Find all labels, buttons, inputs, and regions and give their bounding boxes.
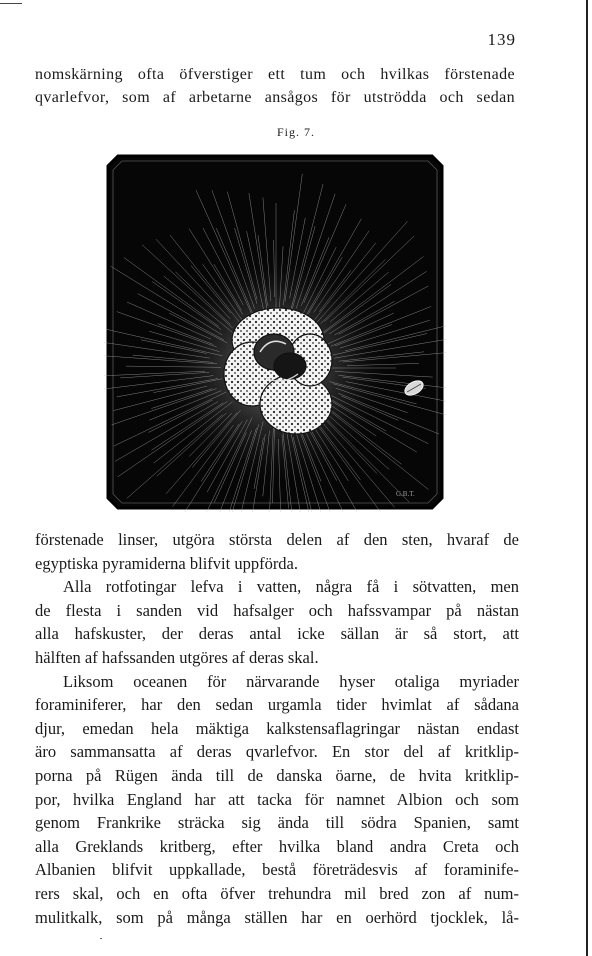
foraminifera-illustration: [104, 152, 446, 512]
text-line: por, hvilka England har att tacka för namnet Albion och som: [35, 789, 519, 809]
text-line: genom Frankrike sträcka sig ända till södra Spanien, samt: [35, 813, 519, 833]
text-line: hälften af hafssanden utgöres af deras skal.: [35, 647, 319, 667]
text-line: äro sammansatta af deras qvarlefvor. En stor del af kritklip-: [35, 742, 519, 762]
page-number: 139: [487, 30, 516, 49]
text-line: qvarlefvor, som af arbetarne ansågos för utströdda och sedan: [35, 89, 515, 106]
page-edge: [586, 0, 588, 956]
text-line: egyptiska pyramiderna blifvit uppförda.: [35, 553, 299, 573]
text-line: porna på Rügen ända till de danska öarne, de hvita kritklip-: [35, 765, 519, 785]
text-line: alla Greklands kritberg, efter hvilka bland andra Creta och: [35, 836, 519, 856]
body-text: [35, 528, 519, 929]
foraminifera-engraving: [104, 152, 446, 512]
text-line: nomskärning ofta öfverstiger ett tum och hvilkas förstenade: [35, 66, 515, 83]
text-line: Albanien blifvit uppkallade, bestå företrädesvis af foraminife-: [35, 860, 519, 880]
text-line: alla hafskuster, der deras antal icke sällan är så stort, att: [35, 624, 519, 644]
text-line: foraminiferer, har den sedan urgamla tider hvimlat af sådana: [35, 695, 519, 715]
text-line: förstenade linser, utgöra största delen af den sten, hvaraf de: [35, 530, 519, 549]
text-line: Liksom oceanen för närvarande hyser otaliga myriader: [63, 671, 519, 691]
figure-caption: Fig. 7.: [276, 125, 315, 139]
text-line: de flesta i sanden vid hafsalger och hafssvampar på nästan: [35, 600, 519, 620]
text-line: rers skal, och en ofta öfver trehundra mil bred zon af num-: [35, 883, 519, 903]
scan-mark: [100, 938, 102, 939]
text-line: Alla rotfotingar lefva i vatten, några få i sötvatten, men: [63, 577, 519, 597]
engraver-signature: G.B.T.: [396, 490, 415, 498]
text-line: djur, emedan hela mäktiga kalkstensaflagringar nästan endast: [35, 718, 519, 738]
text-line: mulitkalk, som på många ställen har en oerhörd tjocklek, lå-: [35, 907, 519, 927]
scan-mark: [0, 3, 22, 4]
